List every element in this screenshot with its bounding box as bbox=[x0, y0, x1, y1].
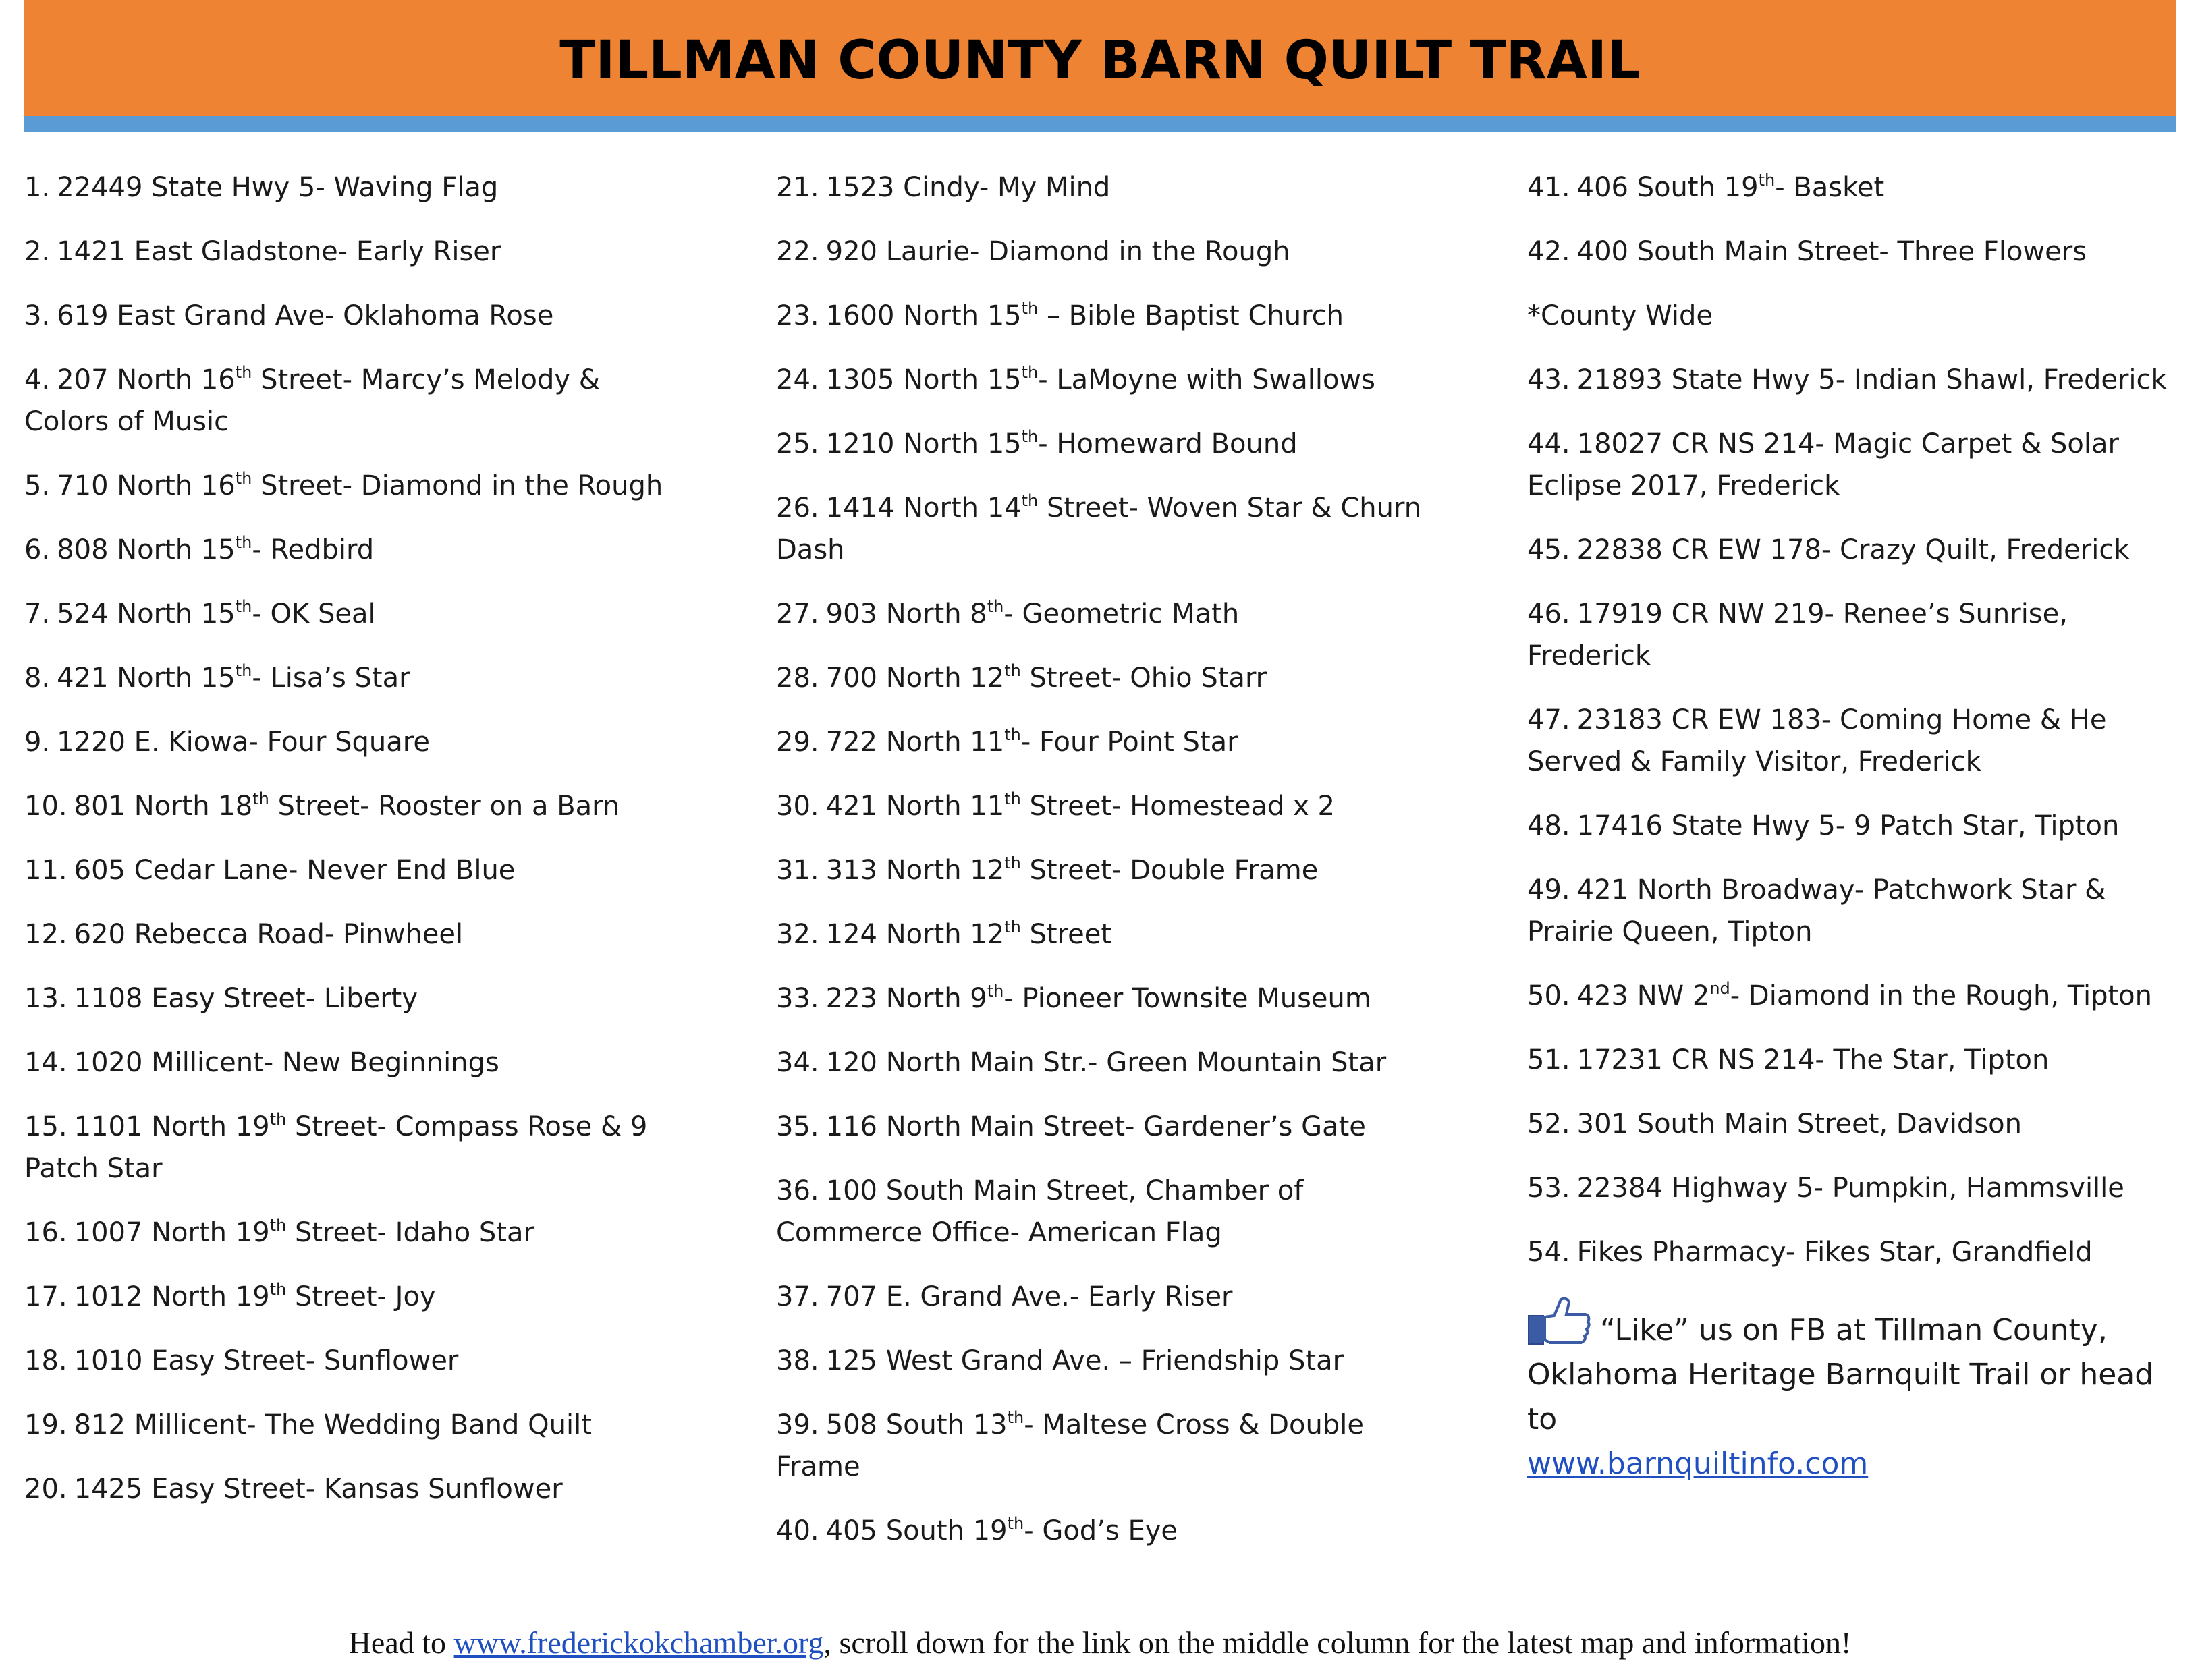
stop-number: 29. bbox=[776, 727, 819, 758]
facebook-text: “Like” us on FB at Tillman County, Oklahoma Heritage Barnquilt Trail or head to bbox=[1527, 1313, 2154, 1436]
ordinal-suffix: th bbox=[1007, 1514, 1024, 1533]
trail-stop bbox=[776, 1106, 1437, 1148]
stop-text-rest: Street- Diamond in the Rough bbox=[252, 470, 663, 501]
trail-stop bbox=[776, 167, 1437, 208]
page-title: TILLMAN COUNTY BARN QUILT TRAIL bbox=[559, 30, 1641, 91]
stop-text-rest: Street- Compass Rose & 9 Patch Star bbox=[24, 1111, 648, 1184]
trail-stop bbox=[776, 721, 1437, 763]
stop-text: 1523 Cindy- My Mind bbox=[825, 172, 1111, 203]
trail-stop bbox=[1527, 1039, 2189, 1081]
trail-stop bbox=[24, 1468, 686, 1510]
ordinal-suffix: th bbox=[1004, 918, 1021, 936]
ordinal-suffix: th bbox=[235, 661, 252, 680]
stop-text: 808 North 15 bbox=[57, 534, 236, 565]
ordinal-suffix: nd bbox=[1709, 979, 1730, 998]
stop-number: 26. bbox=[776, 493, 819, 524]
stop-number: 17. bbox=[24, 1281, 67, 1312]
trail-stop bbox=[24, 295, 686, 337]
stop-number: 20. bbox=[24, 1474, 67, 1505]
ordinal-suffix: th bbox=[987, 982, 1004, 1001]
stop-text: 223 North 9 bbox=[825, 983, 987, 1014]
trail-stop bbox=[776, 1510, 1437, 1552]
column-2 bbox=[776, 167, 1437, 1574]
stop-number: 19. bbox=[24, 1409, 67, 1440]
trail-stop bbox=[1527, 529, 2189, 571]
trail-stop bbox=[24, 167, 686, 208]
stop-text-rest: Street- Homestead x 2 bbox=[1020, 791, 1335, 822]
trail-stop bbox=[1527, 699, 2189, 783]
ordinal-suffix: th bbox=[1007, 1408, 1024, 1427]
stop-text-rest: - Basket bbox=[1775, 172, 1885, 203]
ordinal-suffix: th bbox=[1004, 725, 1021, 744]
trail-stop bbox=[24, 657, 686, 699]
trail-stop bbox=[24, 1106, 686, 1189]
stop-number: 38. bbox=[776, 1345, 819, 1376]
ordinal-suffix: th bbox=[269, 1216, 287, 1235]
stop-text: 1421 East Gladstone- Early Riser bbox=[57, 236, 501, 267]
stop-number: 48. bbox=[1527, 810, 1570, 841]
trail-stop bbox=[776, 1276, 1437, 1318]
title-banner bbox=[24, 0, 2176, 116]
trail-stop bbox=[24, 914, 686, 955]
stop-number: 9. bbox=[24, 727, 51, 758]
stop-text-rest: - Homeward Bound bbox=[1038, 428, 1298, 459]
stop-number: 54. bbox=[1527, 1237, 1570, 1268]
barnquilt-link[interactable]: www.barnquiltinfo.com bbox=[1527, 1447, 1869, 1481]
stop-text-rest: - Lisa’s Star bbox=[252, 663, 410, 694]
column-3-list bbox=[1527, 167, 2189, 1273]
trail-stop bbox=[1527, 975, 2189, 1017]
stop-number: 33. bbox=[776, 983, 819, 1014]
stop-text: 812 Millicent- The Wedding Band Quilt bbox=[74, 1409, 592, 1440]
stop-text: 801 North 18 bbox=[74, 791, 253, 822]
stop-text: 207 North 16 bbox=[57, 364, 236, 395]
ordinal-suffix: th bbox=[1758, 171, 1776, 190]
stop-text-rest: Street- Rooster on a Barn bbox=[269, 791, 620, 822]
stop-text: 21893 State Hwy 5- Indian Shawl, Frederick bbox=[1576, 364, 2167, 395]
stop-text-rest: - Maltese Cross & Double Frame bbox=[776, 1409, 1364, 1482]
stop-number: 14. bbox=[24, 1047, 67, 1078]
stop-text-rest: - God’s Eye bbox=[1024, 1515, 1178, 1546]
column-1 bbox=[24, 167, 686, 1532]
trail-stop bbox=[776, 978, 1437, 1019]
trail-stop bbox=[24, 1340, 686, 1382]
stop-number: 22. bbox=[776, 236, 819, 267]
trail-stop bbox=[1527, 1167, 2189, 1209]
stop-number: 6. bbox=[24, 534, 51, 565]
ordinal-suffix: th bbox=[1021, 427, 1039, 446]
trail-stop bbox=[1527, 359, 2189, 401]
trail-stop bbox=[24, 785, 686, 827]
trail-stop bbox=[776, 423, 1437, 465]
column-3 bbox=[1527, 167, 2189, 1486]
trail-stop bbox=[776, 657, 1437, 699]
trail-stop bbox=[24, 978, 686, 1019]
ordinal-suffix: th bbox=[1021, 299, 1039, 318]
stop-text: 18027 CR NS 214- Magic Carpet & Solar Eclipse 2017, Frederick bbox=[1527, 428, 2119, 501]
stop-text: 406 South 19 bbox=[1576, 172, 1759, 203]
trail-stop bbox=[776, 295, 1437, 337]
stop-number: 13. bbox=[24, 983, 67, 1014]
stop-number: 34. bbox=[776, 1047, 819, 1078]
stop-text: 125 West Grand Ave. – Friendship Star bbox=[825, 1345, 1344, 1376]
stop-number: 24. bbox=[776, 364, 819, 395]
stop-number: 30. bbox=[776, 791, 819, 822]
stop-text: 421 North 15 bbox=[57, 663, 236, 694]
stop-number: 2. bbox=[24, 236, 51, 267]
stop-number: 18. bbox=[24, 1345, 67, 1376]
stop-number: 36. bbox=[776, 1175, 819, 1206]
stop-text-rest: Street- Ohio Starr bbox=[1020, 663, 1267, 694]
trail-stop bbox=[776, 785, 1437, 827]
stop-text-rest: - Diamond in the Rough, Tipton bbox=[1730, 980, 2152, 1011]
stop-text: 710 North 16 bbox=[57, 470, 236, 501]
trail-stop bbox=[776, 231, 1437, 273]
ordinal-suffix: th bbox=[252, 789, 269, 808]
stop-number: 45. bbox=[1527, 534, 1570, 565]
trail-stop bbox=[24, 721, 686, 763]
ordinal-suffix: th bbox=[1021, 363, 1039, 382]
trail-stop bbox=[24, 529, 686, 571]
stop-text: 1007 North 19 bbox=[74, 1217, 270, 1248]
footer-after: , scroll down for the link on the middle column for the latest map and information! bbox=[823, 1625, 1852, 1660]
stop-text: 1108 Easy Street- Liberty bbox=[74, 983, 418, 1014]
trail-stop bbox=[24, 1212, 686, 1254]
ordinal-suffix: th bbox=[269, 1280, 287, 1299]
trail-stop bbox=[776, 914, 1437, 955]
trail-stop bbox=[24, 1276, 686, 1318]
stop-text: 508 South 13 bbox=[825, 1409, 1008, 1440]
stop-text-rest: Street- Double Frame bbox=[1020, 855, 1319, 886]
stop-number: 50. bbox=[1527, 980, 1570, 1011]
stop-text: 524 North 15 bbox=[57, 598, 236, 629]
stop-text: 1101 North 19 bbox=[74, 1111, 270, 1142]
trail-stop bbox=[1527, 869, 2189, 953]
ordinal-suffix: th bbox=[235, 363, 252, 382]
trail-stop bbox=[24, 465, 686, 507]
stop-text-rest: Street- Idaho Star bbox=[286, 1217, 534, 1248]
trail-stop bbox=[776, 1170, 1437, 1254]
stop-text: 23183 CR EW 183- Coming Home & He Served & Family Visitor, Frederick bbox=[1527, 704, 2107, 777]
trail-stop bbox=[1527, 593, 2189, 677]
stop-text: 17231 CR NS 214- The Star, Tipton bbox=[1576, 1044, 2050, 1075]
stop-text: 421 North 11 bbox=[825, 791, 1005, 822]
stop-number: 28. bbox=[776, 663, 819, 694]
trail-stop bbox=[1527, 231, 2189, 273]
footer-note bbox=[0, 1625, 2200, 1660]
trail-stop bbox=[24, 1404, 686, 1446]
stop-number: 32. bbox=[776, 919, 819, 950]
stop-text-rest: - Four Point Star bbox=[1020, 727, 1238, 758]
trail-stop bbox=[1527, 1103, 2189, 1145]
trail-stop bbox=[776, 593, 1437, 635]
trail-stop bbox=[776, 849, 1437, 891]
thumbs-up-icon bbox=[1527, 1295, 1591, 1347]
stop-text-rest: - OK Seal bbox=[252, 598, 376, 629]
stop-number: 16. bbox=[24, 1217, 67, 1248]
stop-text: 116 North Main Street- Gardener’s Gate bbox=[825, 1111, 1366, 1142]
stop-text: 22449 State Hwy 5- Waving Flag bbox=[57, 172, 499, 203]
stop-number: 11. bbox=[24, 855, 67, 886]
ordinal-suffix: th bbox=[235, 469, 252, 488]
stop-text: 707 E. Grand Ave.- Early Riser bbox=[825, 1281, 1233, 1312]
stop-number: 37. bbox=[776, 1281, 819, 1312]
facebook-note bbox=[1527, 1295, 2189, 1486]
stop-number: 7. bbox=[24, 598, 51, 629]
trail-stop bbox=[1527, 423, 2189, 507]
stop-number: 43. bbox=[1527, 364, 1570, 395]
stop-number: 31. bbox=[776, 855, 819, 886]
ordinal-suffix: th bbox=[269, 1110, 287, 1129]
stop-number: 21. bbox=[776, 172, 819, 203]
trail-stop bbox=[24, 849, 686, 891]
stop-text-rest: - Geometric Math bbox=[1003, 598, 1240, 629]
ordinal-suffix: th bbox=[987, 597, 1004, 616]
stop-number: 25. bbox=[776, 428, 819, 459]
trail-stop bbox=[776, 487, 1437, 571]
stop-number: 52. bbox=[1527, 1109, 1570, 1140]
stop-text: 17919 CR NW 219- Renee’s Sunrise, Frederick bbox=[1527, 598, 2068, 671]
stop-number: 35. bbox=[776, 1111, 819, 1142]
stop-number: 27. bbox=[776, 598, 819, 629]
stop-text-rest: - Redbird bbox=[252, 534, 375, 565]
stop-text: 1600 North 15 bbox=[825, 300, 1022, 331]
stop-text: 120 North Main Str.- Green Mountain Star bbox=[825, 1047, 1387, 1078]
stop-text: 1012 North 19 bbox=[74, 1281, 270, 1312]
stop-text: 920 Laurie- Diamond in the Rough bbox=[825, 236, 1290, 267]
footer-before: Head to bbox=[348, 1625, 454, 1660]
stop-number: 12. bbox=[24, 919, 67, 950]
stop-number: 53. bbox=[1527, 1173, 1570, 1204]
stop-text: *County Wide bbox=[1527, 300, 1713, 331]
stop-number: 49. bbox=[1527, 874, 1570, 905]
stop-number: 5. bbox=[24, 470, 51, 501]
stop-text: 1010 Easy Street- Sunflower bbox=[74, 1345, 459, 1376]
stop-text: 700 North 12 bbox=[825, 663, 1005, 694]
stop-text: 1020 Millicent- New Beginnings bbox=[74, 1047, 499, 1078]
trail-stop bbox=[776, 1404, 1437, 1488]
stop-text: 1220 E. Kiowa- Four Square bbox=[57, 727, 430, 758]
stop-text: 17416 State Hwy 5- 9 Patch Star, Tipton bbox=[1576, 810, 2120, 841]
trail-stop bbox=[24, 1042, 686, 1084]
stop-text: Fikes Pharmacy- Fikes Star, Grandfield bbox=[1576, 1237, 2093, 1268]
stop-text: 1414 North 14 bbox=[825, 493, 1022, 524]
stop-text-rest: - Pioneer Townsite Museum bbox=[1003, 983, 1371, 1014]
ordinal-suffix: th bbox=[235, 533, 252, 552]
stop-text: 421 North Broadway- Patchwork Star & Prairie Queen, Tipton bbox=[1527, 874, 2106, 947]
stop-text: 605 Cedar Lane- Never End Blue bbox=[74, 855, 516, 886]
stop-text: 1210 North 15 bbox=[825, 428, 1022, 459]
stop-text: 313 North 12 bbox=[825, 855, 1005, 886]
ordinal-suffix: th bbox=[1004, 661, 1021, 680]
stop-text: 903 North 8 bbox=[825, 598, 987, 629]
stop-text: 405 South 19 bbox=[825, 1515, 1008, 1546]
stop-text: 1305 North 15 bbox=[825, 364, 1022, 395]
stop-number: 4. bbox=[24, 364, 51, 395]
stop-number: 10. bbox=[24, 791, 67, 822]
stop-text: 400 South Main Street- Three Flowers bbox=[1576, 236, 2087, 267]
trail-stop bbox=[1527, 805, 2189, 847]
stop-text: 722 North 11 bbox=[825, 727, 1005, 758]
ordinal-suffix: th bbox=[1021, 491, 1039, 510]
ordinal-suffix: th bbox=[1004, 853, 1021, 872]
stop-number: 15. bbox=[24, 1111, 67, 1142]
stop-text-rest: - LaMoyne with Swallows bbox=[1038, 364, 1375, 395]
stop-text: 1425 Easy Street- Kansas Sunflower bbox=[74, 1474, 563, 1505]
blue-divider bbox=[24, 116, 2176, 132]
stop-number: 39. bbox=[776, 1409, 819, 1440]
stop-number: 47. bbox=[1527, 704, 1570, 735]
stop-number: 41. bbox=[1527, 172, 1570, 203]
trail-stop bbox=[24, 231, 686, 273]
trail-stop bbox=[776, 359, 1437, 401]
stop-text: 620 Rebecca Road- Pinwheel bbox=[74, 919, 464, 950]
stop-number: 8. bbox=[24, 663, 51, 694]
trail-stop bbox=[776, 1042, 1437, 1084]
stop-text: 100 South Main Street, Chamber of Commerce Office- American Flag bbox=[776, 1175, 1304, 1248]
trail-stop bbox=[1527, 295, 2189, 337]
stop-number: 42. bbox=[1527, 236, 1570, 267]
stop-number: 1. bbox=[24, 172, 51, 203]
stop-text-rest: Street- Joy bbox=[286, 1281, 436, 1312]
trail-stop bbox=[1527, 1231, 2189, 1273]
trail-stop bbox=[24, 359, 686, 443]
stop-number: 44. bbox=[1527, 428, 1570, 459]
trail-stop bbox=[776, 1340, 1437, 1382]
stop-number: 23. bbox=[776, 300, 819, 331]
stop-number: 40. bbox=[776, 1515, 819, 1546]
ordinal-suffix: th bbox=[235, 597, 252, 616]
ordinal-suffix: th bbox=[1004, 789, 1021, 808]
stop-number: 3. bbox=[24, 300, 51, 331]
stop-text: 423 NW 2 bbox=[1576, 980, 1710, 1011]
stop-text: 619 East Grand Ave- Oklahoma Rose bbox=[57, 300, 554, 331]
stop-text-rest: Street- Woven Star & Churn Dash bbox=[776, 493, 1422, 565]
stop-text: 22384 Highway 5- Pumpkin, Hammsville bbox=[1576, 1173, 2124, 1204]
stop-number: 46. bbox=[1527, 598, 1570, 629]
stop-number: 51. bbox=[1527, 1044, 1570, 1075]
trail-stop bbox=[24, 593, 686, 635]
trail-stop bbox=[1527, 167, 2189, 208]
stop-text: 124 North 12 bbox=[825, 919, 1005, 950]
stop-text-rest: Street bbox=[1020, 919, 1112, 950]
stop-text-rest: – Bible Baptist Church bbox=[1038, 300, 1344, 331]
stop-text: 22838 CR EW 178- Crazy Quilt, Frederick bbox=[1576, 534, 2130, 565]
chamber-link[interactable]: www.frederickokchamber.org bbox=[453, 1625, 824, 1660]
stop-text: 301 South Main Street, Davidson bbox=[1576, 1109, 2022, 1140]
stop-text-rest: Street- Marcy’s Melody & Colors of Music bbox=[24, 364, 600, 437]
